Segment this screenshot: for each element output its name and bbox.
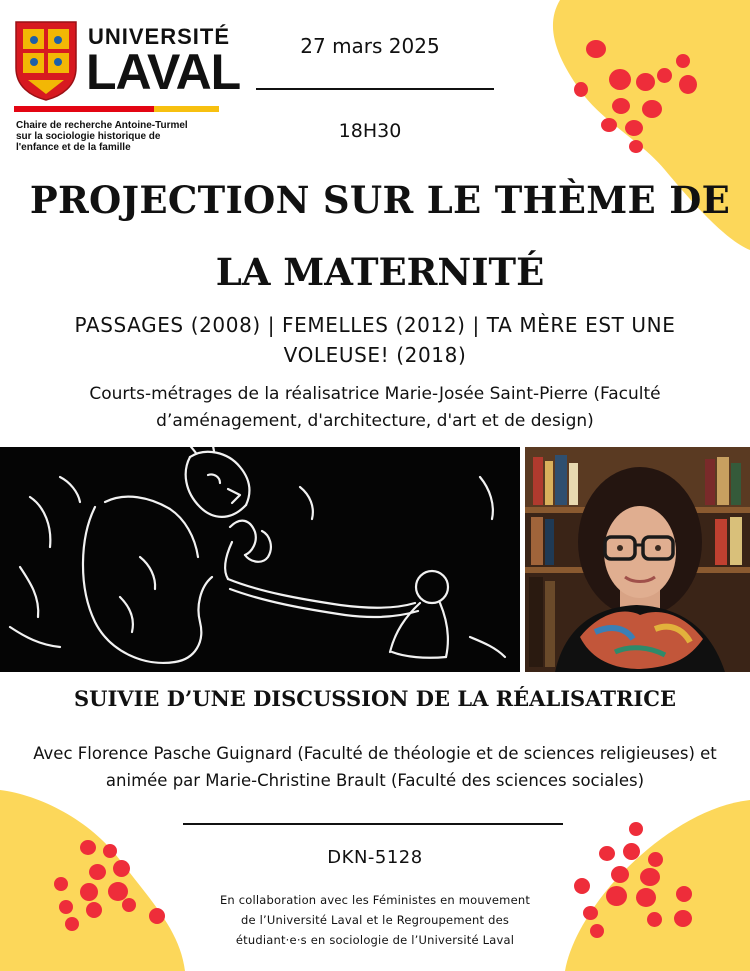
- description-line: Courts-métrages de la réalisatrice Marie-Josée Saint-Pierre (Faculté: [89, 384, 661, 404]
- speakers-line: Avec Florence Pasche Guignard (Faculté de théologie et de sciences religieuses) et: [33, 744, 717, 763]
- director-portrait-photo: [525, 447, 750, 672]
- film-still-image: [0, 447, 520, 672]
- bottom-right-yellow-blob: [565, 800, 750, 971]
- logo-color-bar: [14, 106, 219, 112]
- chaire-line: Chaire de recherche Antoine-Turmel: [16, 120, 188, 131]
- event-time: 18H30: [338, 120, 402, 142]
- event-title-line2: LA MATERNITÉ: [215, 250, 545, 294]
- speakers-text: [0, 740, 750, 794]
- divider-line: [256, 88, 494, 90]
- logo-university-word: UNIVERSITÉ: [88, 24, 231, 49]
- collaboration-line: étudiant·e·s en sociologie de l’Université Laval: [235, 933, 515, 947]
- universite-laval-logo: [14, 20, 241, 154]
- discussion-subtitle: SUIVIE D’UNE DISCUSSION DE LA RÉALISATRICE: [74, 686, 676, 711]
- event-title-line1: PROJECTION SUR LE THÈME DE: [29, 178, 731, 222]
- collaboration-line: En collaboration avec les Féministes en mouvement: [219, 893, 531, 907]
- film-list-line: PASSAGES (2008) | FEMELLES (2012) | TA MÈRE EST UNE: [74, 313, 676, 337]
- chaire-line: sur la sociologie historique de: [16, 131, 161, 142]
- bottom-left-yellow-blob: [0, 790, 185, 971]
- chaire-line: l'enfance et de la famille: [16, 142, 131, 153]
- event-date: 27 mars 2025: [300, 34, 440, 58]
- film-list-line: VOLEUSE! (2018): [283, 343, 467, 367]
- logo-laval-word: LAVAL: [86, 44, 241, 100]
- speakers-line: animée par Marie-Christine Brault (Faculté des sciences sociales): [105, 771, 645, 790]
- chaire-name: [16, 120, 226, 153]
- collaboration-note: [190, 890, 560, 950]
- collaboration-line: de l’Université Laval et le Regroupement des: [240, 913, 510, 927]
- film-description: [10, 381, 740, 435]
- film-list: [20, 310, 730, 370]
- description-line: d’aménagement, d'architecture, d'art et de design): [156, 411, 594, 431]
- divider-line: [183, 823, 563, 825]
- room-number: DKN-5128: [327, 847, 423, 868]
- university-shield-icon: [14, 20, 78, 102]
- line-drawing-illustration: [0, 447, 520, 672]
- portrait-illustration: [525, 447, 750, 672]
